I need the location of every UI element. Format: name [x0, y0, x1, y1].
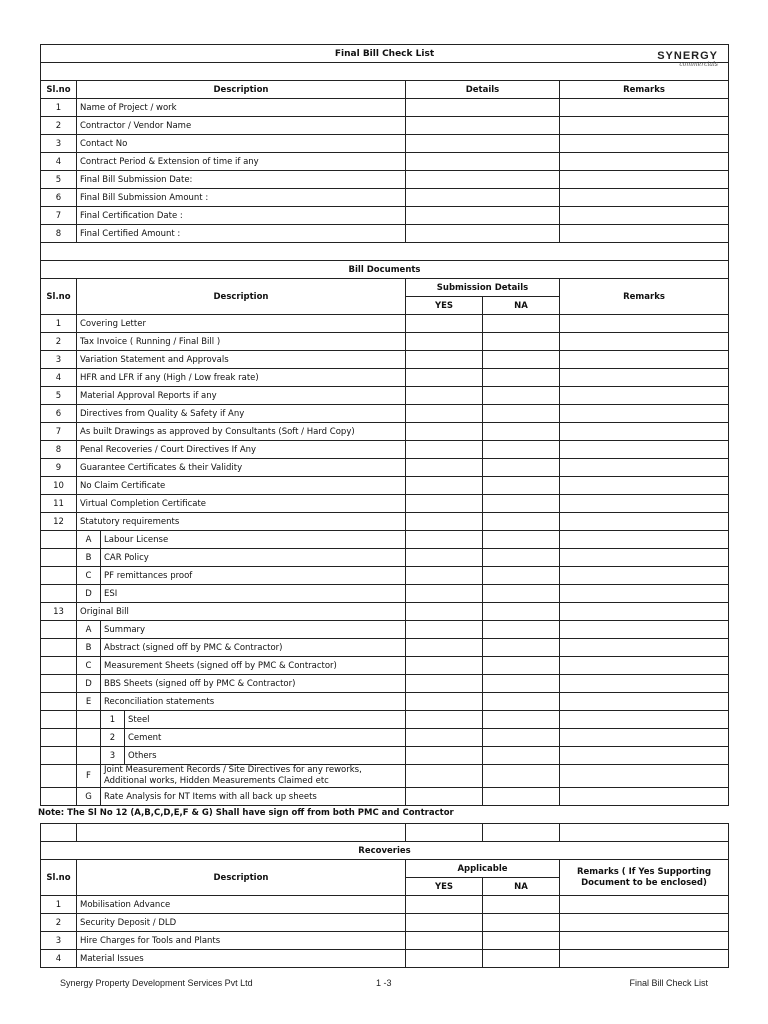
- sub-letter: F: [77, 765, 101, 788]
- row-number: 6: [41, 405, 77, 423]
- remarks-cell[interactable]: [560, 135, 729, 153]
- section3-title-row: [41, 842, 729, 860]
- sub-description: BBS Sheets (signed off by PMC & Contractor): [101, 675, 406, 693]
- row-number: 12: [41, 513, 77, 531]
- sub-letter: [77, 729, 101, 747]
- row-number: [41, 711, 77, 729]
- yes-cell[interactable]: [406, 675, 483, 693]
- row-description: Final Certification Date :: [77, 207, 406, 225]
- row-description: Covering Letter: [77, 315, 406, 333]
- remarks-cell[interactable]: [560, 423, 729, 441]
- row-number: [41, 639, 77, 657]
- yes-cell[interactable]: [406, 603, 483, 621]
- sub-number: 3: [101, 747, 125, 765]
- checklist-sheet: [40, 44, 728, 968]
- na-cell[interactable]: [483, 333, 560, 351]
- row-description: Directives from Quality & Safety if Any: [77, 405, 406, 423]
- section2-header-1: [41, 279, 729, 297]
- table-sub-sub-row: [41, 747, 729, 765]
- na-cell[interactable]: [483, 477, 560, 495]
- na-cell[interactable]: [483, 603, 560, 621]
- logo-wordmark: SYNERGY: [657, 50, 718, 62]
- na-cell[interactable]: [483, 585, 560, 603]
- details-cell[interactable]: [406, 135, 560, 153]
- logo-tagline: commercials: [679, 61, 718, 68]
- remarks-cell[interactable]: [560, 513, 729, 531]
- row-description: Statutory requirements: [77, 513, 406, 531]
- remarks-cell[interactable]: [560, 369, 729, 387]
- sub-letter: G: [77, 788, 101, 806]
- sub-description: Others: [125, 747, 406, 765]
- remarks-cell[interactable]: [560, 675, 729, 693]
- row-number: [41, 693, 77, 711]
- remarks-cell[interactable]: [560, 99, 729, 117]
- row-description: Final Bill Submission Amount :: [77, 189, 406, 207]
- details-cell[interactable]: [406, 189, 560, 207]
- page-footer: [0, 978, 768, 992]
- remarks-cell[interactable]: [560, 459, 729, 477]
- row-description: HFR and LFR if any (High / Low freak rate): [77, 369, 406, 387]
- sub-description: Abstract (signed off by PMC & Contractor): [101, 639, 406, 657]
- table-row: [41, 225, 729, 243]
- table-row: [41, 351, 729, 369]
- remarks-cell[interactable]: [560, 387, 729, 405]
- remarks-cell[interactable]: [560, 729, 729, 747]
- na-cell[interactable]: [483, 495, 560, 513]
- row-number: 1: [41, 896, 77, 914]
- table-row: [41, 950, 729, 968]
- remarks-cell[interactable]: [560, 225, 729, 243]
- remarks-cell[interactable]: [560, 711, 729, 729]
- col-header-remarks: Remarks: [560, 81, 729, 99]
- row-number: [41, 765, 77, 788]
- description-line-1: Joint Measurement Records / Site Directives for any reworks,: [104, 765, 362, 775]
- col-header-sl: Sl.no: [41, 279, 77, 315]
- remarks-cell[interactable]: [560, 531, 729, 549]
- sub-description: ESI: [101, 585, 406, 603]
- row-description: Original Bill: [77, 603, 406, 621]
- table-row: [41, 333, 729, 351]
- table-sub-row: [41, 549, 729, 567]
- row-description: Penal Recoveries / Court Directives If Any: [77, 441, 406, 459]
- na-cell[interactable]: [483, 914, 560, 932]
- row-number: [41, 747, 77, 765]
- sub-letter: [77, 711, 101, 729]
- details-cell[interactable]: [406, 117, 560, 135]
- table-row: [41, 914, 729, 932]
- row-number: 9: [41, 459, 77, 477]
- na-cell[interactable]: [483, 657, 560, 675]
- row-description: Tax Invoice ( Running / Final Bill ): [77, 333, 406, 351]
- title-row: [41, 45, 729, 63]
- na-cell[interactable]: [483, 459, 560, 477]
- remarks-cell[interactable]: [560, 657, 729, 675]
- col-header-na: NA: [483, 297, 560, 315]
- yes-cell[interactable]: [406, 387, 483, 405]
- row-number: 3: [41, 932, 77, 950]
- yes-cell[interactable]: [406, 441, 483, 459]
- col-header-remarks: Remarks: [560, 279, 729, 315]
- yes-cell[interactable]: [406, 896, 483, 914]
- section3-header-1: [41, 860, 729, 878]
- col-header-description: Description: [77, 279, 406, 315]
- na-cell[interactable]: [483, 387, 560, 405]
- yes-cell[interactable]: [406, 315, 483, 333]
- na-cell[interactable]: [483, 621, 560, 639]
- yes-cell[interactable]: [406, 950, 483, 968]
- yes-cell[interactable]: [406, 477, 483, 495]
- row-number: 7: [41, 423, 77, 441]
- row-number: [41, 729, 77, 747]
- table-row: [41, 99, 729, 117]
- yes-cell[interactable]: [406, 585, 483, 603]
- row-description: Contact No: [77, 135, 406, 153]
- row-number: [41, 585, 77, 603]
- na-cell[interactable]: [483, 950, 560, 968]
- col-header-description: Description: [77, 81, 406, 99]
- remarks-cell[interactable]: [560, 405, 729, 423]
- yes-cell[interactable]: [406, 423, 483, 441]
- remarks-cell[interactable]: [560, 585, 729, 603]
- table-row: [41, 405, 729, 423]
- details-cell[interactable]: [406, 153, 560, 171]
- col-header-applicable: Applicable: [406, 860, 560, 878]
- row-description: Contractor / Vendor Name: [77, 117, 406, 135]
- details-cell[interactable]: [406, 171, 560, 189]
- yes-cell[interactable]: [406, 932, 483, 950]
- remarks-cell[interactable]: [560, 788, 729, 806]
- yes-cell[interactable]: [406, 459, 483, 477]
- table-row: [41, 459, 729, 477]
- remarks-cell[interactable]: [560, 315, 729, 333]
- table-row: [41, 369, 729, 387]
- sub-description: Labour License: [101, 531, 406, 549]
- yes-cell[interactable]: [406, 549, 483, 567]
- table-row: [41, 189, 729, 207]
- details-cell[interactable]: [406, 207, 560, 225]
- col-header-description: Description: [77, 860, 406, 896]
- sub-description: Summary: [101, 621, 406, 639]
- sub-description: PF remittances proof: [101, 567, 406, 585]
- row-number: 7: [41, 207, 77, 225]
- yes-cell[interactable]: [406, 914, 483, 932]
- remarks-cell[interactable]: [560, 950, 729, 968]
- row-number: 2: [41, 117, 77, 135]
- remarks-cell[interactable]: [560, 621, 729, 639]
- description-line-2: Additional works, Hidden Measurements Claimed etc: [104, 776, 329, 786]
- table-row: [41, 207, 729, 225]
- section3-rows: [41, 896, 729, 968]
- yes-cell[interactable]: [406, 765, 483, 788]
- section1-header: [41, 81, 729, 99]
- sub-number: 1: [101, 711, 125, 729]
- remarks-cell[interactable]: [560, 639, 729, 657]
- sub-letter: B: [77, 639, 101, 657]
- row-description: Hire Charges for Tools and Plants: [77, 932, 406, 950]
- footer-page-number: 1 -3: [376, 978, 392, 988]
- table-sub-row: [41, 675, 729, 693]
- sub-letter: D: [77, 585, 101, 603]
- na-cell[interactable]: [483, 788, 560, 806]
- table-row: [41, 441, 729, 459]
- remarks-cell[interactable]: [560, 351, 729, 369]
- sub-letter: C: [77, 657, 101, 675]
- table-row: [41, 153, 729, 171]
- remarks-cell[interactable]: [560, 441, 729, 459]
- yes-cell[interactable]: [406, 711, 483, 729]
- yes-cell[interactable]: [406, 693, 483, 711]
- row-number: [41, 549, 77, 567]
- table-sub-row: [41, 788, 729, 806]
- row-number: 10: [41, 477, 77, 495]
- table-sub-row: [41, 531, 729, 549]
- sub-letter: D: [77, 675, 101, 693]
- checklist-table: [40, 44, 729, 968]
- yes-cell[interactable]: [406, 531, 483, 549]
- spacer-row: [41, 824, 729, 842]
- na-cell[interactable]: [483, 639, 560, 657]
- sign-off-note: Note: The Sl No 12 (A,B,C,D,E,F & G) Shall have sign off from both PMC and Contractor: [38, 808, 454, 818]
- section1-rows: [41, 99, 729, 243]
- section2-subrows: [41, 531, 729, 806]
- table-sub-row: [41, 639, 729, 657]
- remarks-cell[interactable]: [560, 207, 729, 225]
- sub-description: [101, 765, 406, 788]
- row-number: [41, 621, 77, 639]
- remarks-cell[interactable]: [560, 477, 729, 495]
- yes-cell[interactable]: [406, 333, 483, 351]
- table-row: [41, 932, 729, 950]
- col-header-sl: Sl.no: [41, 860, 77, 896]
- table-sub-row: [41, 657, 729, 675]
- row-description: Final Bill Submission Date:: [77, 171, 406, 189]
- table-sub-sub-row: [41, 729, 729, 747]
- table-sub-row: [41, 567, 729, 585]
- yes-cell[interactable]: [406, 513, 483, 531]
- na-cell[interactable]: [483, 351, 560, 369]
- na-cell[interactable]: [483, 315, 560, 333]
- row-description: Variation Statement and Approvals: [77, 351, 406, 369]
- footer-company: Synergy Property Development Services Pvt Ltd: [60, 978, 253, 988]
- table-row: [41, 171, 729, 189]
- remarks-cell[interactable]: [560, 765, 729, 788]
- remarks-cell[interactable]: [560, 549, 729, 567]
- na-cell[interactable]: [483, 369, 560, 387]
- col-header-remarks-recoveries: [560, 860, 729, 896]
- remarks-cell[interactable]: [560, 914, 729, 932]
- row-description: No Claim Certificate: [77, 477, 406, 495]
- row-number: 8: [41, 225, 77, 243]
- remarks-cell[interactable]: [560, 333, 729, 351]
- row-number: 6: [41, 189, 77, 207]
- table-sub-row: [41, 765, 729, 788]
- sub-description: Measurement Sheets (signed off by PMC & Contractor): [101, 657, 406, 675]
- row-description: Material Issues: [77, 950, 406, 968]
- row-number: 2: [41, 333, 77, 351]
- row-description: As built Drawings as approved by Consultants (Soft / Hard Copy): [77, 423, 406, 441]
- table-row: [41, 135, 729, 153]
- table-sub-row: [41, 621, 729, 639]
- sub-description: CAR Policy: [101, 549, 406, 567]
- row-number: [41, 567, 77, 585]
- row-description: Guarantee Certificates & their Validity: [77, 459, 406, 477]
- row-description: Security Deposit / DLD: [77, 914, 406, 932]
- table-row: [41, 477, 729, 495]
- na-cell[interactable]: [483, 711, 560, 729]
- sub-letter: A: [77, 621, 101, 639]
- row-description: Mobilisation Advance: [77, 896, 406, 914]
- row-number: [41, 788, 77, 806]
- remarks-cell[interactable]: [560, 603, 729, 621]
- na-cell[interactable]: [483, 513, 560, 531]
- yes-cell[interactable]: [406, 405, 483, 423]
- col-header-details: Details: [406, 81, 560, 99]
- yes-cell[interactable]: [406, 369, 483, 387]
- section2-title-row: [41, 261, 729, 279]
- table-row: [41, 495, 729, 513]
- table-sub-row: [41, 693, 729, 711]
- col-header-sl: Sl.no: [41, 81, 77, 99]
- row-number: 3: [41, 351, 77, 369]
- na-cell[interactable]: [483, 549, 560, 567]
- section-title-recoveries: Recoveries: [41, 842, 729, 860]
- na-cell[interactable]: [483, 932, 560, 950]
- remarks-cell[interactable]: [560, 896, 729, 914]
- table-row: [41, 513, 729, 531]
- remarks-cell[interactable]: [560, 189, 729, 207]
- yes-cell[interactable]: [406, 351, 483, 369]
- row-number: [41, 657, 77, 675]
- yes-cell[interactable]: [406, 567, 483, 585]
- yes-cell[interactable]: [406, 639, 483, 657]
- col-header-na: NA: [483, 878, 560, 896]
- remarks-cell[interactable]: [560, 747, 729, 765]
- section-title-bill-documents: Bill Documents: [41, 261, 729, 279]
- row-number: 5: [41, 387, 77, 405]
- row-number: 11: [41, 495, 77, 513]
- na-cell[interactable]: [483, 765, 560, 788]
- remarks-cell[interactable]: [560, 171, 729, 189]
- synergy-logo: [657, 50, 718, 68]
- row-number: [41, 531, 77, 549]
- table-sub-sub-row: [41, 711, 729, 729]
- sub-letter: B: [77, 549, 101, 567]
- remarks-cell[interactable]: [560, 932, 729, 950]
- row-number: 8: [41, 441, 77, 459]
- footer-doc-title: Final Bill Check List: [629, 978, 708, 988]
- details-cell[interactable]: [406, 225, 560, 243]
- row-number: 4: [41, 153, 77, 171]
- na-cell[interactable]: [483, 531, 560, 549]
- row-number: 2: [41, 914, 77, 932]
- remarks-cell[interactable]: [560, 495, 729, 513]
- table-row: [41, 423, 729, 441]
- col-header-yes: YES: [406, 297, 483, 315]
- col-header-yes: YES: [406, 878, 483, 896]
- na-cell[interactable]: [483, 405, 560, 423]
- na-cell[interactable]: [483, 675, 560, 693]
- na-cell[interactable]: [483, 729, 560, 747]
- row-number: 1: [41, 99, 77, 117]
- row-number: 4: [41, 369, 77, 387]
- table-row: [41, 387, 729, 405]
- table-row: [41, 896, 729, 914]
- section2-rows: [41, 315, 729, 531]
- details-cell[interactable]: [406, 99, 560, 117]
- row-number: 4: [41, 950, 77, 968]
- row-description: Material Approval Reports if any: [77, 387, 406, 405]
- sub-description: Cement: [125, 729, 406, 747]
- yes-cell[interactable]: [406, 729, 483, 747]
- sub-description: Steel: [125, 711, 406, 729]
- row-number: 13: [41, 603, 77, 621]
- sub-letter: C: [77, 567, 101, 585]
- sub-letter: [77, 747, 101, 765]
- row-description: Final Certified Amount :: [77, 225, 406, 243]
- yes-cell[interactable]: [406, 621, 483, 639]
- row-number: 5: [41, 171, 77, 189]
- row-description: Contract Period & Extension of time if any: [77, 153, 406, 171]
- yes-cell[interactable]: [406, 747, 483, 765]
- sub-letter: E: [77, 693, 101, 711]
- remarks-header-line2: Document to be enclosed): [581, 877, 707, 888]
- row-number: 3: [41, 135, 77, 153]
- sub-description: Reconciliation statements: [101, 693, 406, 711]
- na-cell[interactable]: [483, 567, 560, 585]
- table-row: [41, 315, 729, 333]
- na-cell[interactable]: [483, 896, 560, 914]
- table-sub-row: [41, 585, 729, 603]
- na-cell[interactable]: [483, 423, 560, 441]
- row-description: Virtual Completion Certificate: [77, 495, 406, 513]
- remarks-cell[interactable]: [560, 117, 729, 135]
- yes-cell[interactable]: [406, 495, 483, 513]
- row-number: 1: [41, 315, 77, 333]
- page-title: Final Bill Check List: [41, 45, 729, 63]
- na-cell[interactable]: [483, 693, 560, 711]
- sub-description: Rate Analysis for NT Items with all back up sheets: [101, 788, 406, 806]
- table-row: [41, 603, 729, 621]
- yes-cell[interactable]: [406, 657, 483, 675]
- remarks-cell[interactable]: [560, 153, 729, 171]
- col-header-submission-details: Submission Details: [406, 279, 560, 297]
- na-cell[interactable]: [483, 747, 560, 765]
- na-cell[interactable]: [483, 441, 560, 459]
- remarks-header-line1: Remarks ( If Yes Supporting: [576, 866, 712, 877]
- table-row: [41, 117, 729, 135]
- sub-letter: A: [77, 531, 101, 549]
- remarks-cell[interactable]: [560, 567, 729, 585]
- row-description: Name of Project / work: [77, 99, 406, 117]
- yes-cell[interactable]: [406, 788, 483, 806]
- row-number: [41, 675, 77, 693]
- remarks-cell[interactable]: [560, 693, 729, 711]
- sub-number: 2: [101, 729, 125, 747]
